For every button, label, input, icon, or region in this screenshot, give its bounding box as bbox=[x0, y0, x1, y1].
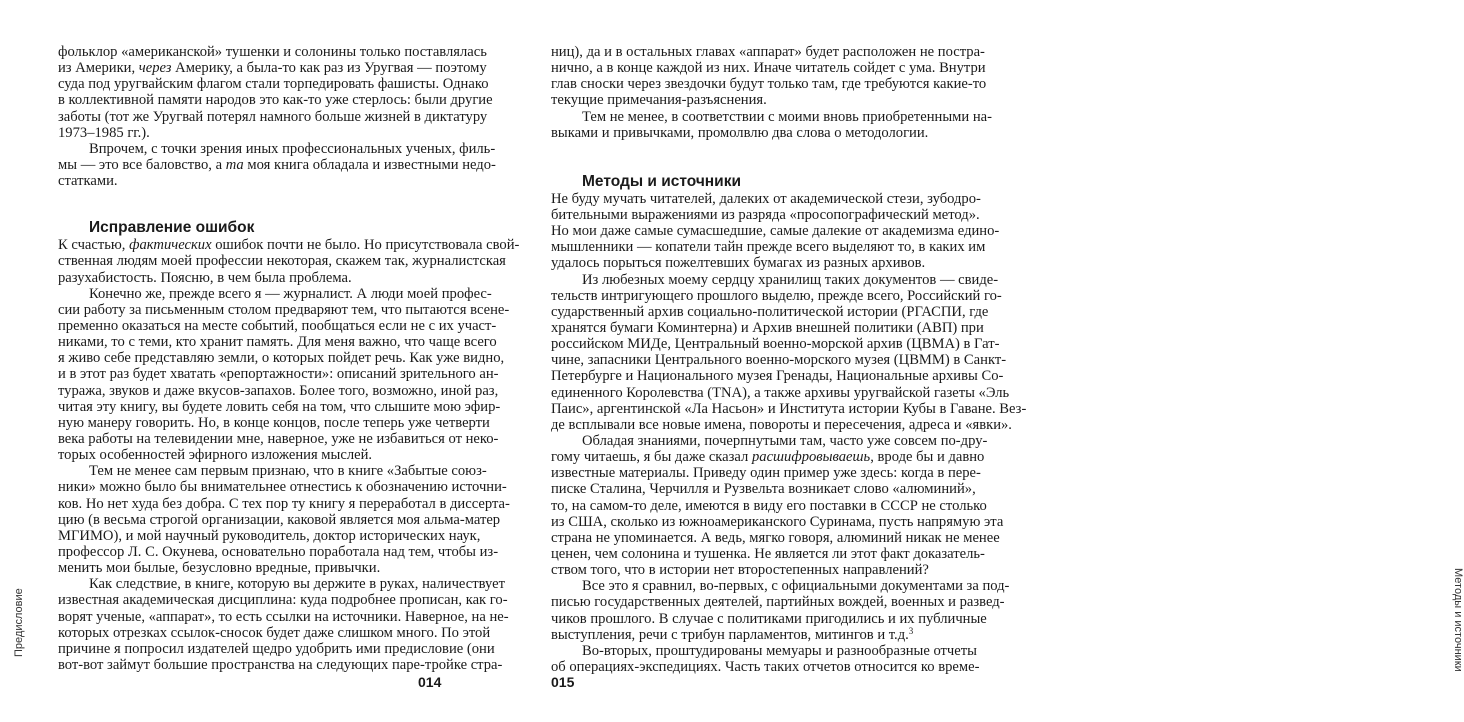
text-line: разухабистость. Поясню, в чем была проблема. bbox=[58, 269, 352, 286]
text-line: мы — это все баловство, а та моя книга обладала и известными недо- bbox=[58, 156, 496, 173]
text-line: Как следствие, в книге, которую вы держите в руках, наличествует bbox=[89, 576, 505, 593]
text-line: торых особенностей эфирного изложения мыслей. bbox=[58, 447, 373, 464]
text-line: которых отрезках ссылок-сносок будет даже слишком много. По этой bbox=[58, 624, 491, 641]
text-line: Из любезных моему сердцу хранилищ таких документов — свиде- bbox=[582, 271, 999, 288]
text-line: я живо себе представляю земли, о которых пойдет речь. Как уже видно, bbox=[58, 350, 505, 367]
text-line: из Америки, через Америку, а была-то как раз из Уругвая — поэтому bbox=[58, 60, 487, 77]
left-text-top bbox=[58, 44, 496, 190]
left-page bbox=[0, 0, 520, 722]
text-line: нично, а в конце каждой из них. Иначе читатель сойдет с ума. Внутри bbox=[551, 60, 986, 77]
text-line: К счастью, фактических ошибок почти не было. Но присутствовала свой- bbox=[58, 237, 520, 254]
text-line: ники» можно было бы внимательнее отнестись к обозначению источни- bbox=[58, 479, 507, 496]
text-line: 1973–1985 гг.). bbox=[58, 124, 150, 141]
left-text-column bbox=[58, 44, 520, 673]
text-line: известная академическая дисциплина: куда подробнее прописан, как го- bbox=[58, 592, 508, 609]
text-line: Все это я сравнил, во-первых, с официальными документами за под- bbox=[582, 578, 1010, 595]
text-line: Не буду мучать читателей, далеких от академической стези, зубодро- bbox=[551, 190, 981, 207]
left-text-bottom bbox=[58, 237, 520, 673]
footnote-ref[interactable]: 3 bbox=[908, 625, 914, 636]
text-line: гому читаешь, я бы даже сказал расшифровываешь, вроде бы и давно bbox=[551, 449, 985, 466]
text-line: Конечно же, прежде всего я — журналист. А люди моей профес- bbox=[89, 285, 492, 302]
text-line: Тем не менее, в соответствии с моими вновь приобретенными на- bbox=[582, 108, 992, 125]
page-number-right: 015 bbox=[551, 674, 575, 690]
section-heading-corrections: Исправление ошибок bbox=[89, 219, 255, 237]
text-line: ниц), да и в остальных главах «аппарат» будет расположен не постра- bbox=[551, 44, 985, 60]
text-line: ством того, что в истории нет второстепенных направлений? bbox=[551, 562, 929, 579]
text-line: де всплывали все новые имена, повороты и пересечения, адреса и «явки». bbox=[551, 416, 1012, 433]
text-line: Обладая знаниями, почерпнутыми там, часто уже совсем по-дру- bbox=[582, 432, 988, 449]
text-line: пременно оказаться на месте событий, пообщаться если не с их участ- bbox=[58, 317, 497, 334]
text-line: читая эту книгу, вы будете ловить себя на том, что слышите мою эфир- bbox=[58, 398, 501, 415]
text-line: бительными выражениями из разряда «просопографический метод». bbox=[551, 206, 980, 223]
text-line: Петербурге и Национального музея Гренады, Национальные архивы Со- bbox=[551, 368, 1004, 385]
text-line: и в этот раз будет хватать «репортажности»: описаний зрительного ан- bbox=[58, 366, 499, 383]
text-line: известные материалы. Приведу один пример уже здесь: когда в пере- bbox=[551, 465, 981, 482]
text-line: чиков прошлого. В случае с политиками пригодились и их публичные bbox=[551, 610, 987, 627]
text-line: страна не упоминается. А ведь, мягко говоря, алюминий никак не менее bbox=[551, 529, 1000, 546]
text-line: выками и привычками, промолвлю два слова о методологии. bbox=[551, 124, 929, 141]
text-line: цию (в весьма строгой организации, каковой является моя альма-матер bbox=[58, 511, 501, 528]
text-line: профессор Л. С. Окунева, основательно поработала над тем, чтобы из- bbox=[58, 543, 499, 560]
text-line: туража, звуков и даже вкусов-запахов. Более того, возможно, иной раз, bbox=[58, 382, 499, 399]
page-number-left: 014 bbox=[418, 674, 442, 690]
text-line: глав сноски через звездочки будут только там, где требуются какие-то bbox=[551, 76, 987, 93]
text-line: в коллективной памяти народов это как-то уже стерлось: были другие bbox=[58, 92, 493, 109]
text-line: ков. Но нет худа без добра. С тех пор ту книгу я переработал в диссерта- bbox=[58, 495, 510, 512]
text-line: то, на самом-то деле, имеются в виду его поставки в СССР не столько bbox=[551, 497, 987, 514]
running-head-right: Методы и источники bbox=[1452, 568, 1464, 672]
text-line: менить мои былые, безусловно вредные, привычки. bbox=[58, 560, 381, 577]
text-line: Тем не менее сам первым признаю, что в книге «Забытые союз- bbox=[89, 463, 487, 480]
text-line: хранятся бумаги Коминтерна) и Архив внешней политики (АВП) при bbox=[551, 319, 984, 336]
text-line: Но мои даже самые сумасшедшие, самые далекие от академизма едино- bbox=[551, 223, 1000, 240]
text-line: из США, сколько из южноамериканского Суринама, пусть напрямую эта bbox=[551, 513, 1004, 530]
text-line: об операциях-экспедициях. Часть таких отчетов относится ко време- bbox=[551, 658, 980, 675]
text-line: ственная людям моей профессии некоторая, скажем так, журналистская bbox=[58, 253, 506, 270]
text-line: Во-вторых, проштудированы мемуары и разнообразные отчеты bbox=[582, 642, 977, 659]
text-line: века работы на телевидении мне, наверное, уже не избавиться от неко- bbox=[58, 430, 499, 447]
text-line: Паис», аргентинской «Ла Насьон» и Института истории Кубы в Гаване. Вез- bbox=[551, 400, 1027, 417]
text-line: удалось порыться пожелтевших бумагах из разных архивов. bbox=[551, 255, 926, 272]
text-line: российском МИДе, Центральный военно-морской архив (ЦВМА) в Гат- bbox=[551, 336, 1000, 353]
text-line: чине, запасники Центрального военно-морского музея (ЦВММ) в Санкт- bbox=[551, 352, 1007, 369]
text-line: заботы (тот же Уругвай потерял намного больше жизней в диктатуру bbox=[58, 108, 488, 125]
right-text-bottom bbox=[551, 190, 1027, 675]
text-line: вот-вот займут большие пространства на следующих паре-тройке стра- bbox=[58, 656, 503, 673]
text-line: МГИМО), и мой научный руководитель, доктор исторических наук, bbox=[58, 527, 481, 544]
text-line: писке Сталина, Черчилля и Рузвельта возникает слово «алюминий», bbox=[551, 481, 976, 498]
text-line: единенного Королевства (TNA), а также архивы уругвайской газеты «Эль bbox=[551, 384, 1010, 401]
right-text-column bbox=[551, 44, 1027, 675]
text-line: Впрочем, с точки зрения иных профессиональных ученых, филь- bbox=[89, 140, 496, 157]
text-line: причине я попросил издателей щедро удобрить ими предисловие (они bbox=[58, 640, 495, 657]
text-line: писью государственных деятелей, партийных вождей, военных и развед- bbox=[551, 594, 1005, 611]
text-line: суда под уругвайским флагом стали торпедировать фашисты. Однако bbox=[58, 76, 489, 93]
text-line: сударственный архив социально-политической истории (РГАСПИ, где bbox=[551, 303, 989, 320]
text-line: статками. bbox=[58, 173, 118, 190]
text-line: выступления, речи с трибун парламентов, митингов и т.д.$^3$ bbox=[551, 625, 914, 643]
text-line: текущие примечания-разъяснения. bbox=[551, 92, 767, 109]
text-line: ценен, чем солонина и тушенка. Не является ли этот факт доказатель- bbox=[551, 545, 985, 562]
text-line: фольклор «американской» тушенки и солонины только поставлялась bbox=[58, 44, 487, 60]
text-line: тельств интригующего прошлого выделю, прежде всего, Российский го- bbox=[551, 287, 1002, 304]
text-line: ворят ученые, «аппарат», то есть ссылки на источники. Наверное, на не- bbox=[58, 608, 509, 625]
text-line: сии работу за письменным столом предваряют тем, что пытаются всене- bbox=[58, 301, 510, 318]
text-line: ную манеру говорить. Но, в конце концов, после теперь уже четверти bbox=[58, 414, 490, 431]
running-head-left: Предисловие bbox=[13, 588, 25, 657]
right-page bbox=[498, 0, 1464, 722]
text-line: мышленники — копатели тайн прежде всего выделяют то, в каких им bbox=[551, 239, 986, 256]
text-line: никами, то с теми, кто хранит память. Для меня важно, что чаще всего bbox=[58, 334, 497, 351]
section-heading-methods: Методы и источники bbox=[582, 172, 741, 190]
right-text-top bbox=[551, 44, 992, 141]
